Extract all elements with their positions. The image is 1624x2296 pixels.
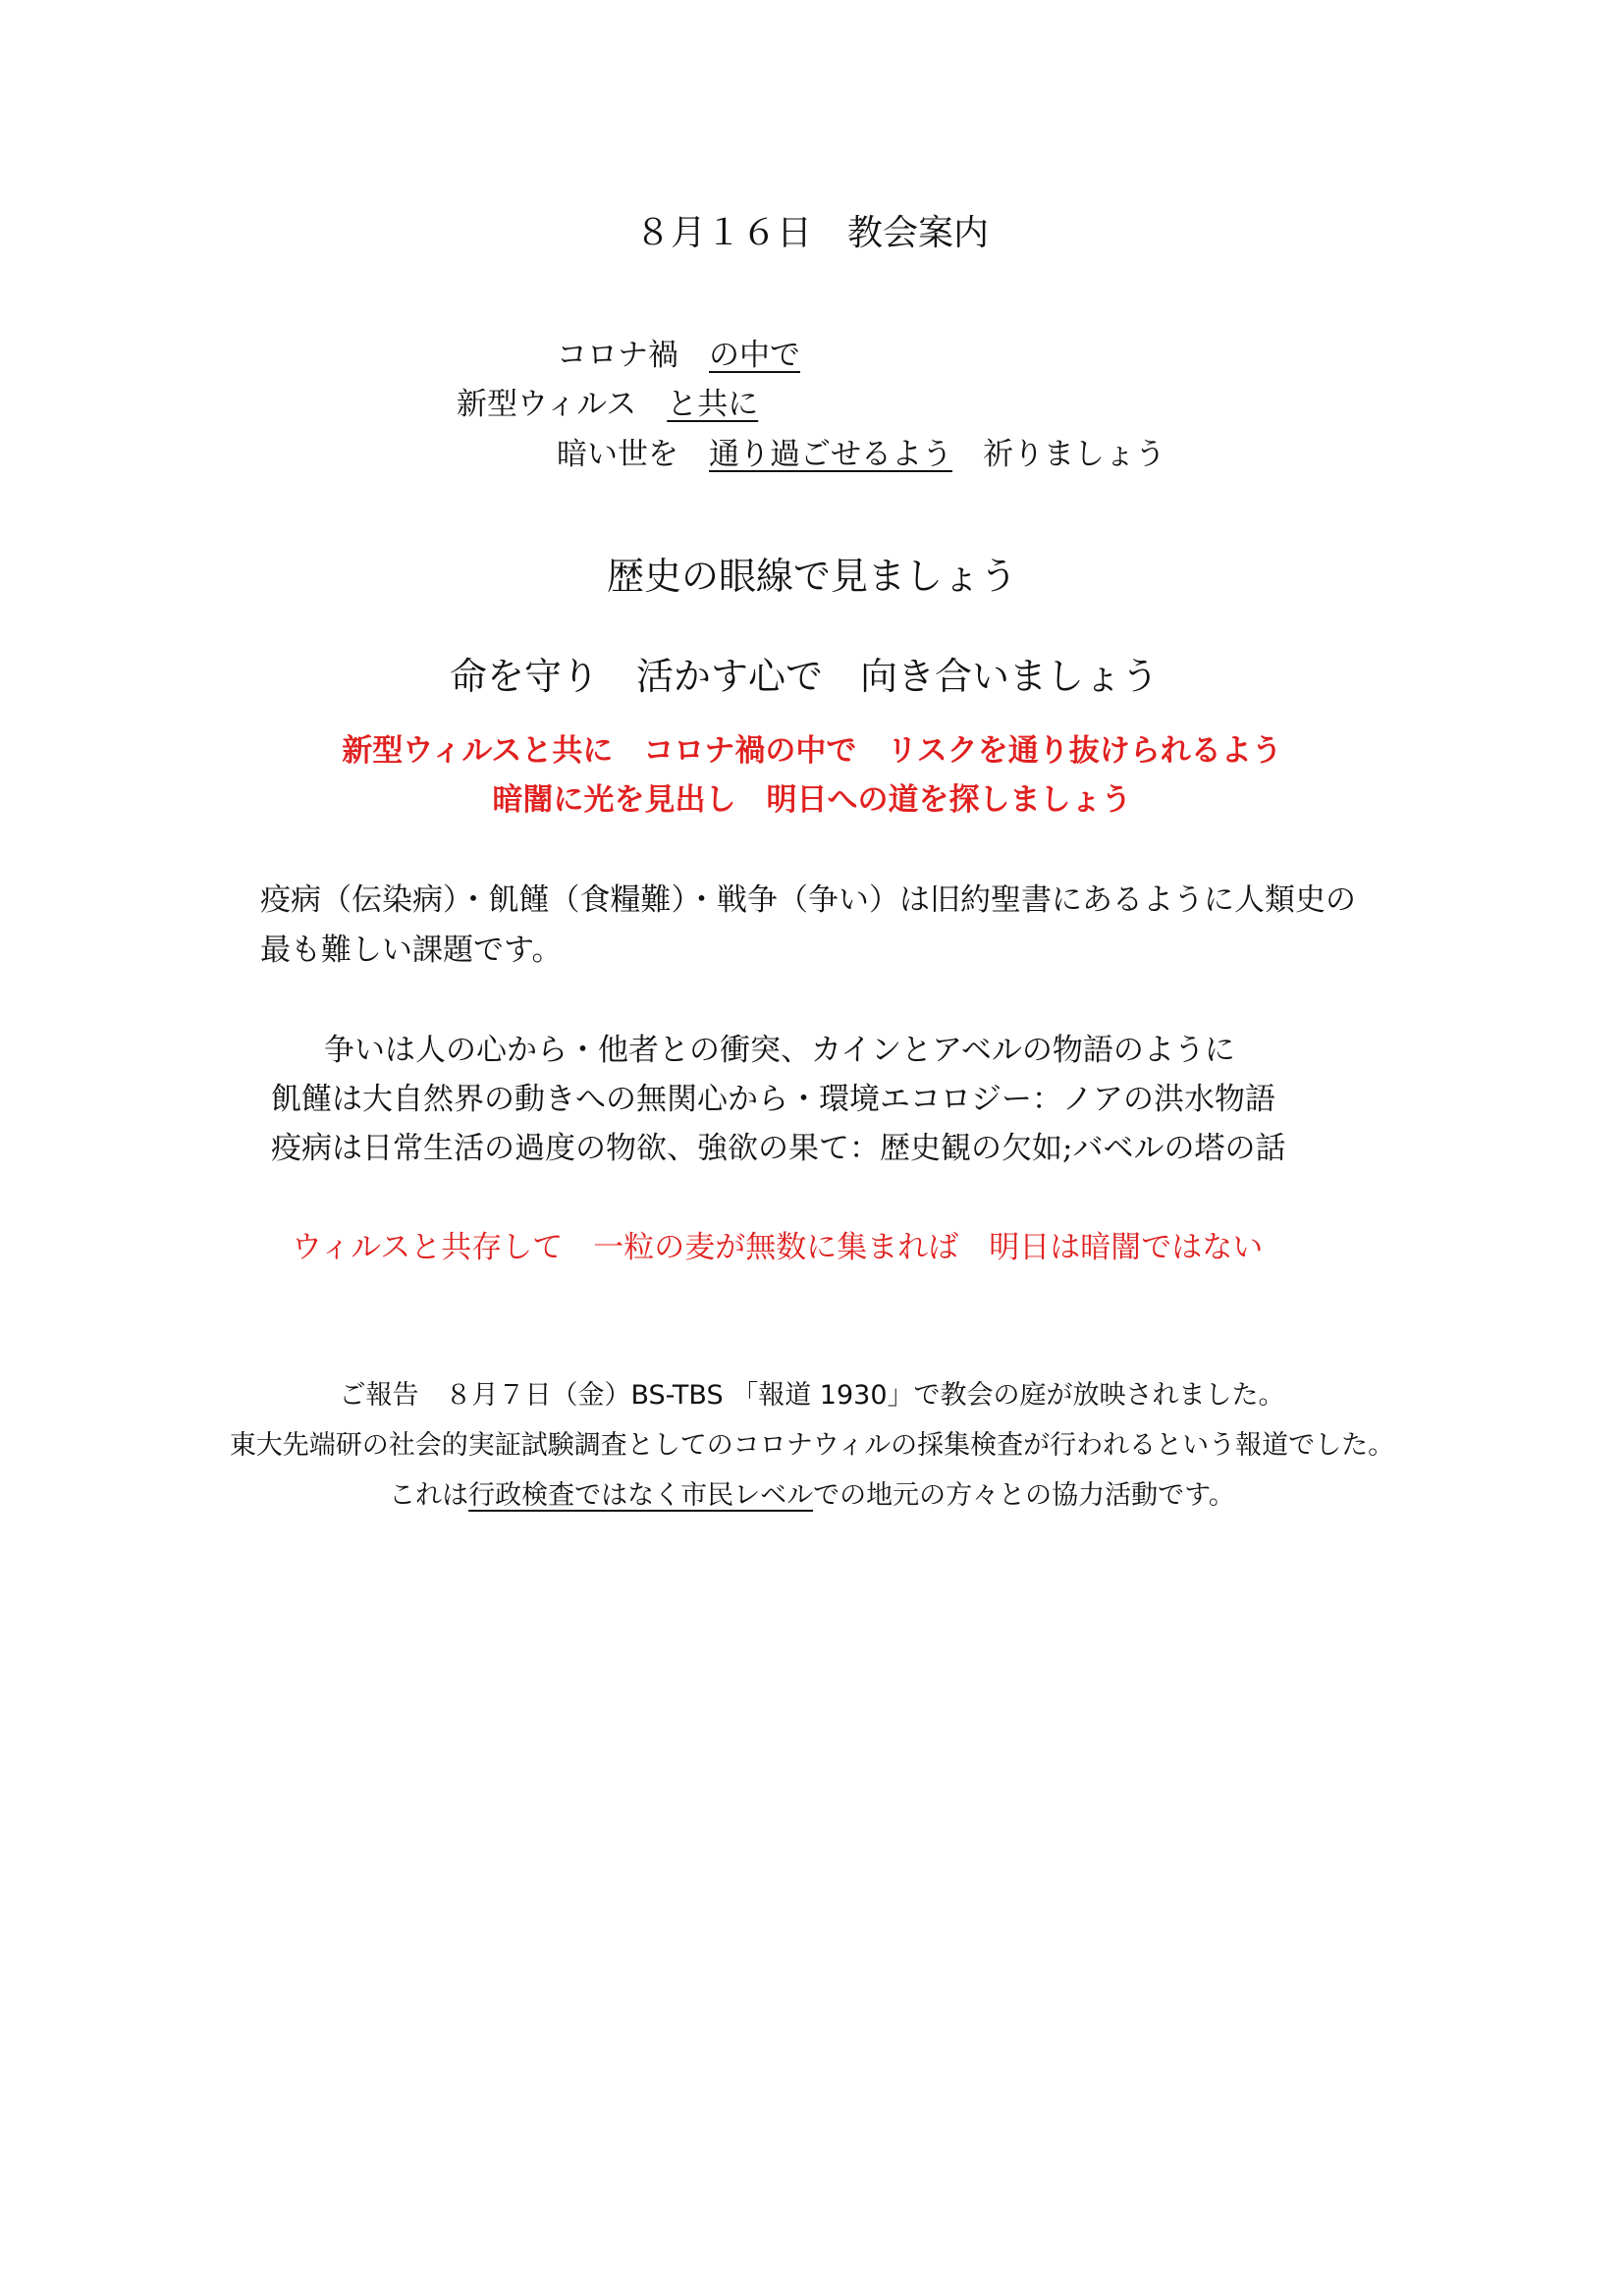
poem-line-2-text: 新型ウィルス <box>457 387 668 422</box>
closing-red-line: ウィルスと共存して 一粒の麦が無数に集まれば 明日は暗闇ではない <box>292 1230 1264 1265</box>
story-line-3: 疫病は日常生活の過度の物欲、強欲の果て：歴史観の欠如;バベルの塔の話 <box>271 1131 1286 1166</box>
report-line-3-underlined: 行政検査ではなく市民レベル <box>468 1480 814 1511</box>
history-heading: 歴史の眼線で見ましょう <box>606 555 1017 598</box>
paragraph-line-1: 疫病（伝染病）・飢饉（食糧難）・戦争（争い）は旧約聖書にあるように人類史の <box>260 882 1356 918</box>
report-line-3-start: これは <box>389 1480 469 1511</box>
life-heading: 命を守り 活かす心で 向き合いましょう <box>450 655 1160 698</box>
poem-line-3-text: 暗い世を <box>557 437 709 472</box>
paragraph-line-2: 最も難しい課題です。 <box>260 933 563 968</box>
page-title: ８月１６日 教会案内 <box>634 213 989 253</box>
report-line-2: 東大先端研の社会的実証試験調査としてのコロナウィルの採集検査が行われるという報道でした。 <box>229 1430 1395 1461</box>
red-message-line-1: 新型ウィルスと共に コロナ禍の中で リスクを通り抜けられるよう <box>342 733 1282 769</box>
poem-line-3 <box>557 437 1165 472</box>
red-message-line-2: 暗闇に光を見出し 明日への道を探しましょう <box>492 782 1132 818</box>
poem-line-1 <box>557 338 800 373</box>
poem-line-2-underlined: と共に <box>667 387 759 422</box>
poem-line-1-text: コロナ禍 <box>557 338 709 373</box>
report-line-3 <box>0 1482 1624 1509</box>
story-line-2: 飢饉は大自然界の動きへの無関心から・環境エコロジー：ノアの洪水物語 <box>271 1082 1275 1117</box>
poem-line-2 <box>457 387 759 422</box>
report-line-3-end: での地元の方々との協力活動です。 <box>813 1480 1235 1511</box>
report-line-1: ご報告 ８月７日（金）BS-TBS 「報道 1930」で教会の庭が放映されました。 <box>339 1380 1285 1411</box>
poem-line-3-tail: 祈りましょう <box>952 437 1165 472</box>
story-line-1: 争いは人の心から・他者との衝突、カインとアベルの物語のように <box>324 1033 1235 1068</box>
poem-line-1-underlined: の中で <box>709 338 800 373</box>
poem-line-3-underlined: 通り過ごせるよう <box>709 437 952 472</box>
